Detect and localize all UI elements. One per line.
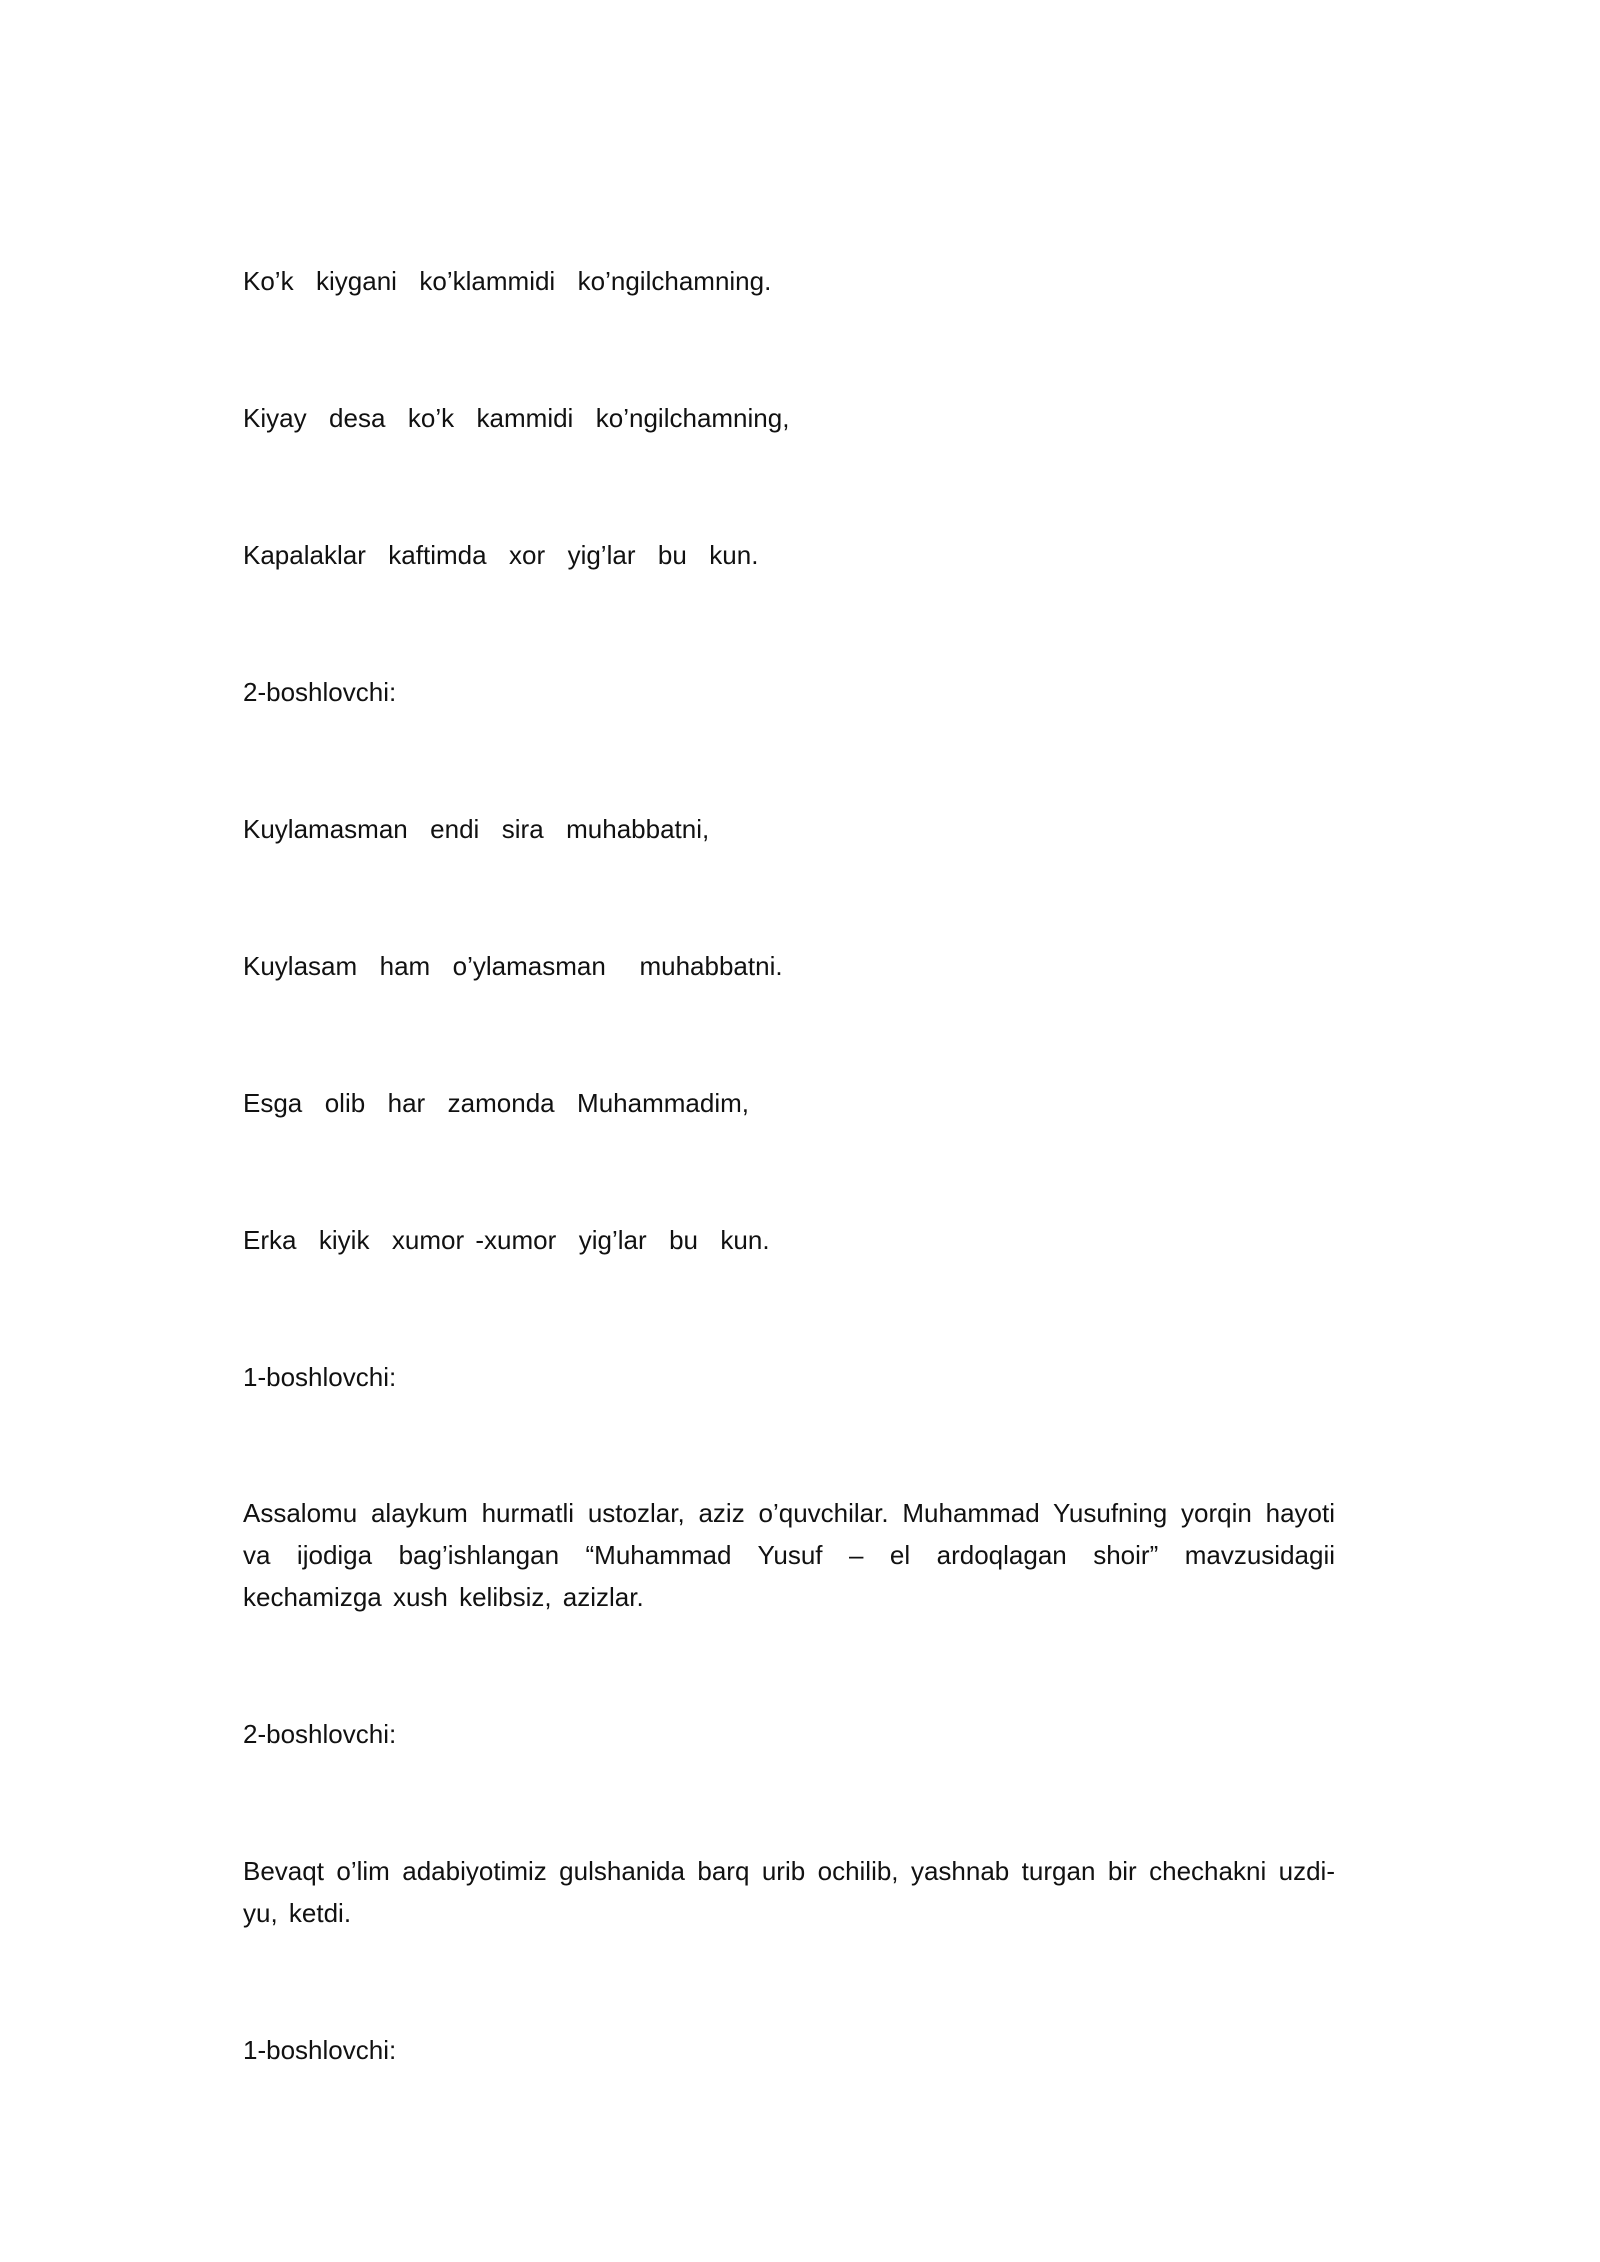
- speaker-label: 1-boshlovchi:: [243, 1362, 397, 1392]
- poem-line-2: Kiyay desa ko’k kammidi ko’ngilchamning,: [243, 403, 790, 433]
- poem-line-3: Kapalaklar kaftimda xor yig’lar bu kun.: [243, 540, 759, 570]
- poem-line-6: Esga olib har zamonda Muhammadim,: [243, 1088, 749, 1118]
- poem-line-5: Kuylasam ham o’ylamasman muhabbatni.: [243, 951, 783, 981]
- paragraph-tribute: Bevaqt o’lim adabiyotimiz gulshanida barq urib ochilib, yashnab turgan bir chechakni uzdi-yu, ketdi.: [243, 1856, 1335, 1928]
- speaker-label: 2-boshlovchi:: [243, 677, 397, 707]
- poem-line-1: Ko’k kiygani ko’klammidi ko’ngilchamning.: [243, 266, 772, 296]
- poem-line-4: Kuylamasman endi sira muhabbatni,: [243, 814, 710, 844]
- paragraph-greeting: Assalomu alaykum hurmatli ustozlar, aziz o’quvchilar. Muhammad Yusufning yorqin hayoti va ijodiga bag’ishlangan “Muhammad Yusuf – el ardoqlagan shoir” mavzusidagii kechamizga xush kelibsiz, azizlar.: [243, 1498, 1335, 1612]
- speaker-label: 1-boshlovchi:: [243, 2035, 397, 2065]
- poem-line-7: Erka kiyik xumor -xumor yig’lar bu kun.: [243, 1225, 770, 1255]
- speaker-label: 2-boshlovchi:: [243, 1719, 397, 1749]
